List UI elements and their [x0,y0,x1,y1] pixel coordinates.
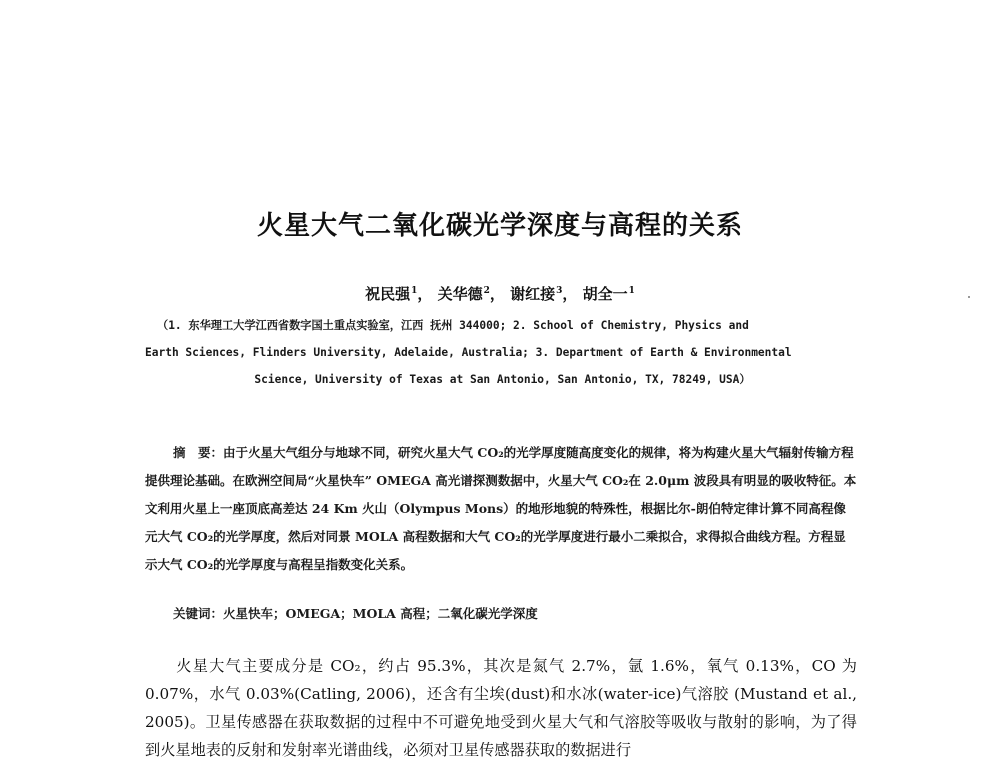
body-paragraph [145,652,857,764]
author-list [0,283,1000,304]
author-separator: ， [562,285,578,303]
abstract-text: 由于火星大气组分与地球不同，研究火星大气 CO₂的光学厚度随高度变化的规律，将为构建火星大气辐射传输方程提供理论基础。在欧洲空间局“火星快车” OMEGA 高光谱探测数据中，火星大气 CO₂在 2.0μm 波段具有明显的吸收特征。本文利用火星上一座顶底高差达 24 Km 火山（Olympus Mons）的地形地貌的特殊性，根据比尔-朗伯特定律计算不同高程像元大气 CO₂的光学厚度，然后对同景 MOLA 高程数据和大气 CO₂的光学厚度进行最小二乘拟合，求得拟合曲线方程。方程显示大气 CO₂的光学厚度与高程呈指数变化关系。 [145,445,857,572]
author-affil-marker: 2 [483,286,490,296]
author-affil-marker: 1 [628,286,635,296]
author-name: 谢红接 [510,285,556,303]
keywords [173,604,863,622]
abstract [145,439,857,579]
author-name: 关华德 [437,285,483,303]
affiliation-line: Earth Sciences, Flinders University, Adelaide, Australia; 3. Department of Earth & Environmental [145,346,792,359]
abstract-label: 摘 要： [173,445,224,460]
affiliation-line: Science, University of Texas at San Antonio, San Antonio, TX, 78249, USA） [254,373,751,386]
author-separator: ， [489,285,505,303]
paper-title: 火星大气二氧化碳光学深度与高程的关系 [256,211,743,241]
author-name: 胡全一 [582,285,628,303]
scan-speck [968,296,970,298]
body-paragraph-text: 火星大气主要成分是 CO₂，约占 95.3%，其次是氮气 2.7%，氩 1.6%，氧气 0.13%，CO 为 0.07%，水气 0.03%(Catling, 2006)，还含有尘埃(dust)和水冰(water-ice)气溶胶 (Mustand et al., 2005)。卫星传感器在获取数据的过程中不可避免地受到火星大气和气溶胶等吸收与散射的影响，为了得到火星地表的反射和发射率光谱曲线，必须对卫星传感器获取的数据进行 [145,657,857,759]
keywords-label: 关键词： [173,606,224,621]
author-affil-marker: 1 [411,286,418,296]
affiliation-line: （1. 东华理工大学江西省数字国土重点实验室，江西 抚州 344000; 2. School of Chemistry, Physics and [157,319,749,332]
keywords-text: 火星快车；OMEGA；MOLA 高程；二氧化碳光学深度 [223,606,538,621]
author-name: 祝民强 [365,285,411,303]
author-separator: ， [417,285,433,303]
author-affil-marker: 3 [556,286,563,296]
affiliations [145,312,860,393]
